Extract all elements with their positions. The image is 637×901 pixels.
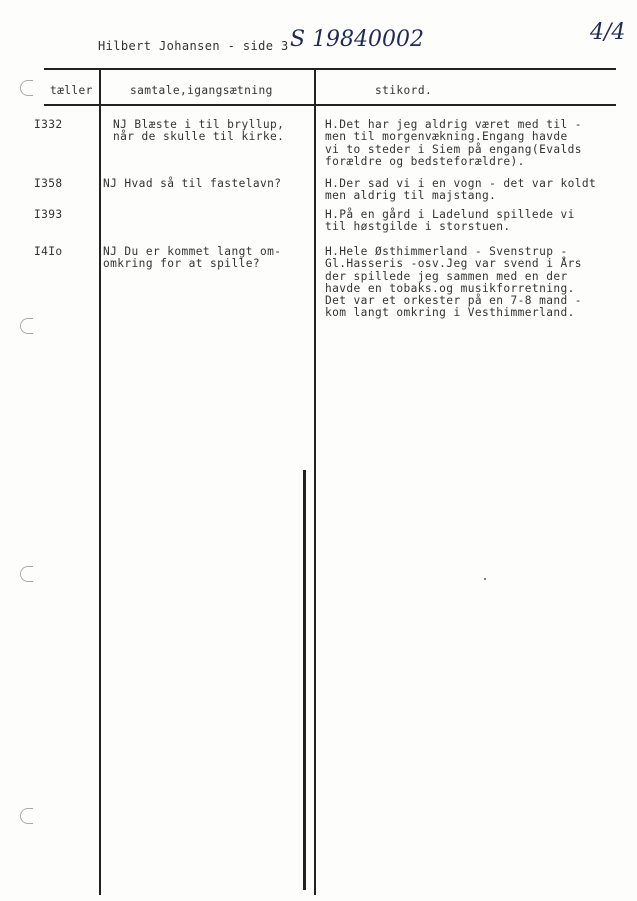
row-keywords: H.Hele Østhimmerland - Svenstrup - Gl.Hasseris -osv.Jeg var svend i Års der spillede jeg sammen med en der havde en tobaks.og musikforretning. Det var et orkester på en 7-8 mand - kom langt omkring i Vesthimmerland. (325, 245, 582, 320)
column-header-keywords: stikord. (375, 84, 433, 97)
archive-number: S 19840002 (290, 27, 425, 52)
column-divider-right (314, 68, 316, 895)
row-keywords: H.På en gård i Ladelund spillede vi til høstgilde i storstuen. (325, 208, 575, 234)
row-counter: I358 (34, 177, 63, 190)
page-fraction: 4/4 (590, 20, 626, 45)
table-header-rule (44, 104, 616, 106)
column-divider-left (99, 68, 101, 895)
row-conversation: NJ Du er kommet langt om- omkring for at spille? (103, 245, 282, 271)
punch-hole (20, 80, 33, 96)
row-counter: I4Io (34, 245, 63, 258)
punch-hole (20, 566, 33, 582)
punch-hole (20, 808, 33, 824)
row-conversation: NJ Blæste i til bryllup, når de skulle til kirke. (113, 118, 285, 144)
punch-hole (20, 318, 33, 334)
column-divider-heavy-stroke (303, 470, 306, 890)
row-keywords: H.Der sad vi i en vogn - det var koldt men aldrig til majstang. (325, 177, 597, 203)
table-top-rule (44, 68, 616, 70)
row-conversation: NJ Hvad så til fastelavn? (103, 177, 282, 190)
column-header-counter: tæller (50, 84, 93, 97)
column-header-conversation: samtale,igangsætning (130, 84, 273, 97)
stray-dot (484, 578, 486, 580)
page-header: Hilbert Johansen - side 3 (98, 39, 289, 53)
row-counter: I393 (34, 208, 63, 221)
row-counter: I332 (34, 118, 63, 131)
row-keywords: H.Det har jeg aldrig været med til - men til morgenvækning.Engang havde vi to steder i Siem på engang(Evalds forældre og bedsteforældre). (325, 118, 582, 168)
